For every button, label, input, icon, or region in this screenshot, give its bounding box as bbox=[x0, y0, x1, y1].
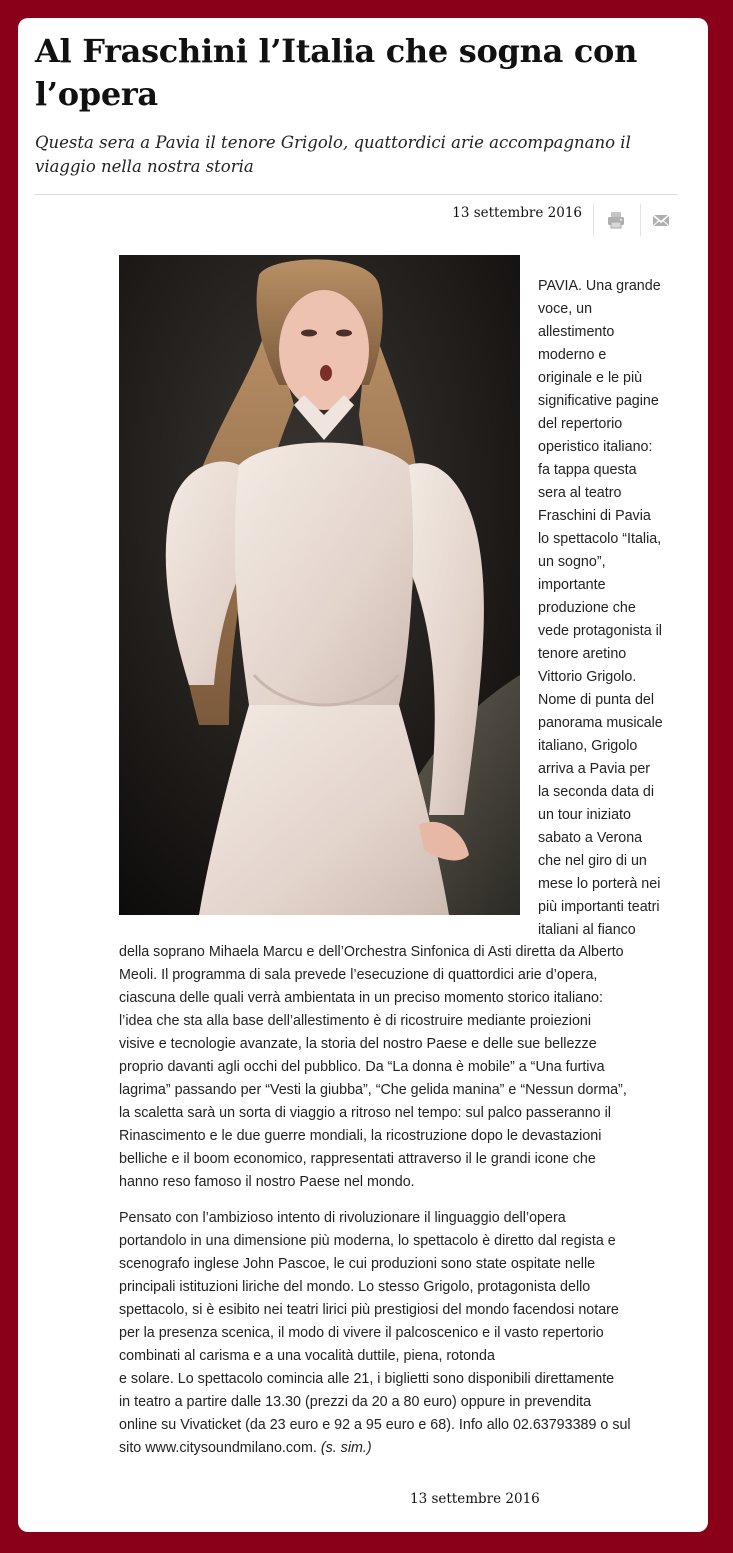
paragraph-1 bbox=[119, 941, 684, 1194]
text-line: belliche e il boom economico, rappresentati attraverso il le grandi icone che bbox=[119, 1151, 596, 1167]
footer-date: 13 settembre 2016 bbox=[410, 1491, 540, 1507]
text-line: la seconda data di bbox=[538, 784, 655, 800]
text-line: lagrima” passando per “Vesti la giubba”, “Che gelida manina” e “Nessun dorma”, bbox=[119, 1082, 627, 1098]
text-line: Vittorio Grigolo. bbox=[538, 669, 637, 685]
text-line: Nome di punta del bbox=[538, 692, 655, 708]
text-line: per la presenza scenica, il modo di vivere il palcoscenico e il vasto repertorio bbox=[119, 1325, 604, 1341]
text-line: importante bbox=[538, 577, 606, 593]
text-line: produzione che bbox=[538, 600, 636, 616]
text-line: sera al teatro bbox=[538, 485, 622, 501]
text-line: allestimento bbox=[538, 324, 615, 340]
text-line: principali istituzioni liriche del mondo. Lo stesso Grigolo, protagonista dello bbox=[119, 1279, 591, 1295]
text-line: l’idea che sta alla base dell’allestimento è di ricostruire mediante proiezioni bbox=[119, 1013, 592, 1029]
text-line: PAVIA. Una grande bbox=[538, 278, 661, 294]
toolbar-separator bbox=[593, 204, 594, 236]
text-line: che nel giro di un bbox=[538, 853, 647, 869]
text-line: un tour iniziato bbox=[538, 807, 631, 823]
text-line: combinati al carisma e a una vocalità duttile, piena, rotonda bbox=[119, 1348, 495, 1364]
toolbar-separator bbox=[640, 204, 641, 236]
text-line: mese lo porterà nei bbox=[538, 876, 661, 892]
text-line: significative pagine bbox=[538, 393, 659, 409]
text-line: Fraschini di Pavia bbox=[538, 508, 651, 524]
print-icon bbox=[605, 210, 627, 230]
article-photo bbox=[119, 255, 520, 915]
text-line: originale e le più bbox=[538, 370, 643, 386]
mail-icon bbox=[650, 210, 672, 230]
text-line: italiani al fianco bbox=[538, 922, 636, 938]
text-line: Rinascimento e le due guerre mondiali, la ricostruzione dopo le devastazioni bbox=[119, 1128, 602, 1144]
text-line: visive e tecnologie avanzate, la storia del nostro Paese e delle sue bellezze bbox=[119, 1036, 597, 1052]
print-button[interactable] bbox=[605, 210, 627, 230]
text-line: della soprano Mihaela Marcu e dell’Orchestra Sinfonica di Asti diretta da Alberto bbox=[119, 944, 624, 960]
lead-text bbox=[538, 275, 681, 942]
text-line: lo spettacolo “Italia, bbox=[538, 531, 662, 547]
text-line: Pensato con l’ambizioso intento di rivoluzionare il linguaggio dell’opera bbox=[119, 1210, 566, 1226]
text-line: del repertorio bbox=[538, 416, 623, 432]
text-line: Meoli. Il programma di sala prevede l’esecuzione di quattordici arie d’opera, bbox=[119, 967, 598, 983]
article-card bbox=[18, 18, 708, 1532]
article-title: Al Fraschini l’Italia che sogna con l’opera bbox=[35, 32, 638, 113]
text-line: portandolo in una dimensione più moderna, lo spettacolo è diretto dal regista e bbox=[119, 1233, 616, 1249]
article-subtitle: Questa sera a Pavia il tenore Grigolo, quattordici arie accompagnano il viaggio nella nostra storia bbox=[35, 133, 631, 176]
text-line: ciascuna delle quali verrà ambientata in un preciso momento storico italiano: bbox=[119, 990, 603, 1006]
text-line: più importanti teatri bbox=[538, 899, 660, 915]
text-line: la scaletta sarà un sorta di viaggio a ritroso nel tempo: sul palco passeranno il bbox=[119, 1105, 611, 1121]
soprano-photo bbox=[119, 255, 520, 915]
text-line: in teatro a partire dalle 13.30 (prezzi da 20 a 80 euro) oppure in prevendita bbox=[119, 1394, 592, 1410]
text-line: sabato a Verona bbox=[538, 830, 643, 846]
text-line: tenore aretino bbox=[538, 646, 627, 662]
text-line: e solare. Lo spettacolo comincia alle 21, i biglietti sono disponibili direttamente bbox=[119, 1371, 615, 1387]
text-line: italiano, Grigolo bbox=[538, 738, 638, 754]
text-line: arriva a Pavia per bbox=[538, 761, 651, 777]
header-divider bbox=[34, 194, 678, 195]
text-line: scenografo inglese John Pascoe, le cui produzioni sono state ospitate nelle bbox=[119, 1256, 596, 1272]
article-date: 13 settembre 2016 bbox=[452, 205, 582, 221]
paragraph-2 bbox=[119, 1207, 684, 1460]
mail-button[interactable] bbox=[650, 210, 672, 230]
text-line: hanno reso famoso il nostro Paese nel mondo. bbox=[119, 1174, 415, 1190]
text-line: voce, un bbox=[538, 301, 593, 317]
text-line: online su Vivaticket (da 23 euro e 92 a 95 euro e 68). Info allo 02.63793389 o sul bbox=[119, 1417, 631, 1433]
text-line: panorama musicale bbox=[538, 715, 663, 731]
text-line: moderno e bbox=[538, 347, 607, 363]
text-line: spettacolo, si è esibito nei teatri lirici più prestigiosi del mondo facendosi notare bbox=[119, 1302, 619, 1318]
text-line: fa tappa questa bbox=[538, 462, 637, 478]
text-line: un sogno”, bbox=[538, 554, 606, 570]
text-line: sito www.citysoundmilano.com. (s. sim.) bbox=[119, 1440, 372, 1456]
text-line: proprio davanti agli occhi del pubblico. Da “La donna è mobile” a “Una furtiva bbox=[119, 1059, 605, 1075]
author-signature: (s. sim.) bbox=[320, 1440, 372, 1456]
text-line: operistico italiano: bbox=[538, 439, 653, 455]
text-line: vede protagonista il bbox=[538, 623, 662, 639]
